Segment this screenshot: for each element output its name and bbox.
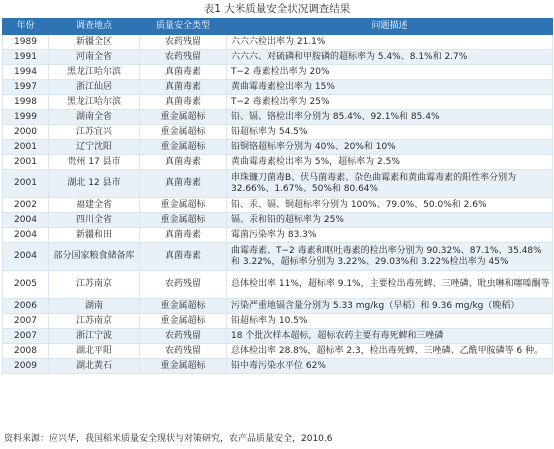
- cell-location: 湖北 12 县市: [49, 170, 140, 198]
- cell-location: 四川全省: [49, 213, 140, 228]
- cell-type: 真菌毒素: [140, 155, 227, 170]
- cell-type: 重金属超标: [140, 299, 227, 314]
- table-row: [3, 50, 553, 65]
- table-row: [3, 228, 553, 243]
- cell-location: 部分国家粮食储备库: [49, 243, 140, 271]
- cell-location: 江苏宜兴: [49, 125, 140, 140]
- table-row: [3, 213, 553, 228]
- cell-type: 重金属超标: [140, 314, 227, 329]
- cell-year: 2007: [3, 329, 49, 344]
- cell-location: 浙江仙居: [49, 80, 140, 95]
- cell-year: 2006: [3, 299, 49, 314]
- cell-description: 铅、汞、镉、铜超标率分别为 100%、79.0%、50.0%和 2.6%: [227, 198, 553, 213]
- table-row: [3, 35, 553, 50]
- cell-type: 重金属超标: [140, 110, 227, 125]
- cell-description: 总体检出率 11%，超标率 9.1%，主要检出毒死蜱、三唑磷、吡虫啉和噻嗪酮等: [227, 271, 553, 299]
- cell-description: 铅超标率为 54.5%: [227, 125, 553, 140]
- cell-type: 农药残留: [140, 50, 227, 65]
- cell-description: 铅、镉、铬检出率分别为 85.4%、92.1%和 85.4%: [227, 110, 553, 125]
- cell-description: 霉菌污染率为 83.3%: [227, 228, 553, 243]
- cell-description: 铅超标率为 10.5%: [227, 314, 553, 329]
- cell-year: 2001: [3, 140, 49, 155]
- cell-year: 2004: [3, 228, 49, 243]
- table-row: [3, 243, 553, 271]
- cell-location: 福建全省: [49, 198, 140, 213]
- header-description: 问题描述: [227, 19, 553, 35]
- cell-type: 真菌毒素: [140, 228, 227, 243]
- cell-year: 1998: [3, 95, 49, 110]
- cell-description: 18 个批次样本超标，超标农药主要有毒死蜱和三唑磷: [227, 329, 553, 344]
- table-row: [3, 140, 553, 155]
- table-body: [3, 35, 553, 374]
- cell-year: 2001: [3, 170, 49, 198]
- cell-year: 2000: [3, 125, 49, 140]
- cell-description: 总体检出率 28.8%，超标率 2.3，检出毒死蜱、三唑磷、乙酰甲胺磷等 6 种。: [227, 344, 553, 359]
- table-row: [3, 198, 553, 213]
- table-header-row: [3, 19, 553, 35]
- table-row: [3, 95, 553, 110]
- cell-type: 农药残留: [140, 35, 227, 50]
- table-row: [3, 271, 553, 299]
- cell-location: 浙江宁波: [49, 329, 140, 344]
- header-year: 年份: [3, 19, 49, 35]
- table-row: [3, 155, 553, 170]
- header-location: 调查地点: [49, 19, 140, 35]
- cell-year: 2009: [3, 359, 49, 374]
- table-row: [3, 329, 553, 344]
- cell-year: 2002: [3, 198, 49, 213]
- table-title: 表1 大米质量安全状况调查结果: [203, 3, 351, 15]
- cell-location: 贵州 17 县市: [49, 155, 140, 170]
- cell-location: 黑龙江哈尔滨: [49, 95, 140, 110]
- cell-description: T−2 毒素检出率为 20%: [227, 65, 553, 80]
- header-type: 质量安全类型: [140, 19, 227, 35]
- table-row: [3, 359, 553, 374]
- table-row: [3, 65, 553, 80]
- cell-year: 1994: [3, 65, 49, 80]
- cell-year: 2008: [3, 344, 49, 359]
- cell-year: 1991: [3, 50, 49, 65]
- cell-type: 农药残留: [140, 344, 227, 359]
- cell-description: 铅铜铬超标率分别为 40%、20%和 10%: [227, 140, 553, 155]
- cell-description: 六六六、对硫磷和甲胺磷的超标率为 5.4%、8.1%和 2.7%: [227, 50, 553, 65]
- cell-description: T−2 毒素检出率为 25%: [227, 95, 553, 110]
- cell-year: 2005: [3, 271, 49, 299]
- results-table: [2, 18, 553, 374]
- cell-type: 真菌毒素: [140, 80, 227, 95]
- cell-location: 辽宁沈阳: [49, 140, 140, 155]
- cell-location: 新疆全区: [49, 35, 140, 50]
- cell-year: 1989: [3, 35, 49, 50]
- cell-type: 真菌毒素: [140, 243, 227, 271]
- cell-year: 1997: [3, 80, 49, 95]
- cell-location: 新疆和田: [49, 228, 140, 243]
- cell-description: 黄曲霉毒素检出率为 15%: [227, 80, 553, 95]
- cell-description: 镉、汞和铅的超标率为 25%: [227, 213, 553, 228]
- table-row: [3, 299, 553, 314]
- cell-description: 曲霉毒素、T−2 毒素和呕吐毒素的检出率分别为 90.32%、87.1%、35.48%和 3.22%，超标率分别为 3.22%、29.03%和 3.22%检出率为 45%: [227, 243, 553, 271]
- table-row: [3, 170, 553, 198]
- cell-description: 串珠镰刀菌毒B、伏马菌毒素、杂色曲霉素和黄曲霉毒素的阳性率分别为 32.66%、1.67%、50%和 80.64%: [227, 170, 553, 198]
- cell-location: 湖北黄石: [49, 359, 140, 374]
- cell-year: 2004: [3, 243, 49, 271]
- cell-type: 重金属超标: [140, 140, 227, 155]
- cell-description: 铅中毒污染水平位 62%: [227, 359, 553, 374]
- cell-type: 农药残留: [140, 329, 227, 344]
- cell-type: 重金属超标: [140, 125, 227, 140]
- table-row: [3, 110, 553, 125]
- table-row: [3, 314, 553, 329]
- cell-year: 2004: [3, 213, 49, 228]
- cell-year: 2001: [3, 155, 49, 170]
- cell-year: 2007: [3, 314, 49, 329]
- cell-year: 1999: [3, 110, 49, 125]
- cell-location: 湖南: [49, 299, 140, 314]
- cell-description: 六六六检出率为 21.1%: [227, 35, 553, 50]
- table-row: [3, 80, 553, 95]
- cell-description: 污染严重地镉含量分别为 5.33 mg/kg（早稻）和 9.36 mg/kg（晚稻）: [227, 299, 553, 314]
- cell-description: 黄曲霉毒素检出率为 5%，超标率为 2.5%: [227, 155, 553, 170]
- cell-type: 真菌毒素: [140, 95, 227, 110]
- cell-location: 江苏南京: [49, 314, 140, 329]
- table-row: [3, 344, 553, 359]
- cell-type: 重金属超标: [140, 198, 227, 213]
- cell-type: 重金属超标: [140, 359, 227, 374]
- cell-location: 江苏南京: [49, 271, 140, 299]
- cell-type: 真菌毒素: [140, 65, 227, 80]
- table-row: [3, 125, 553, 140]
- source-note: 资料来源：应兴华，我国稻米质量安全现状与对策研究，农产品质量安全，2010.6: [4, 434, 333, 444]
- cell-location: 湖南全省: [49, 110, 140, 125]
- cell-type: 重金属超标: [140, 213, 227, 228]
- cell-type: 农药残留: [140, 271, 227, 299]
- cell-type: 真菌毒素: [140, 170, 227, 198]
- cell-location: 河南全省: [49, 50, 140, 65]
- cell-location: 湖北平阳: [49, 344, 140, 359]
- cell-location: 黑龙江哈尔滨: [49, 65, 140, 80]
